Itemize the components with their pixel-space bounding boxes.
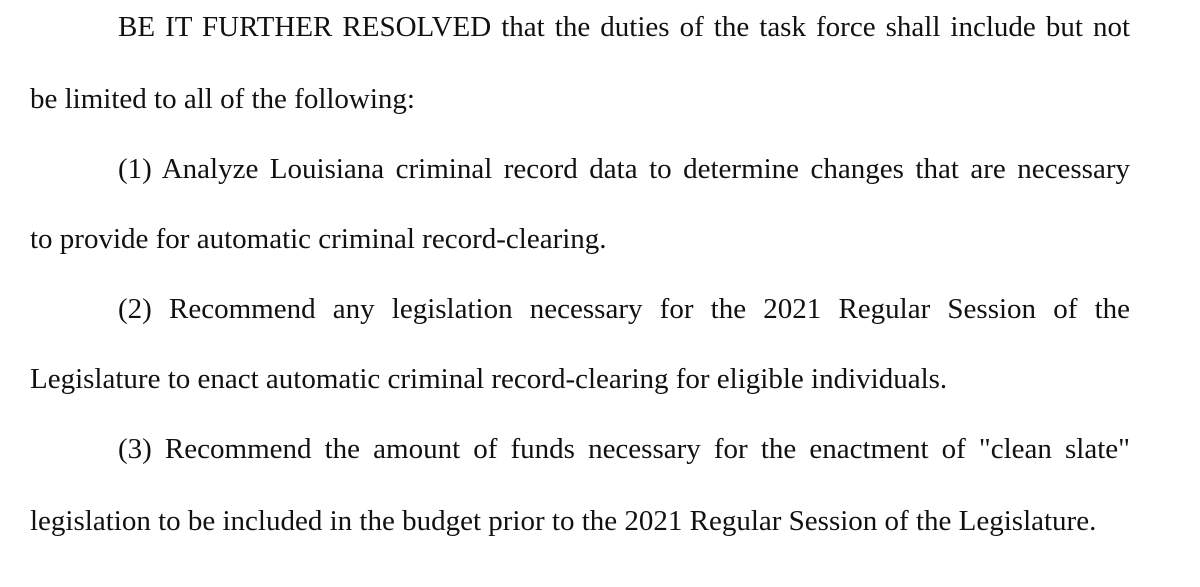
duty-item-1-line-2: to provide for automatic criminal record-clearing.	[30, 223, 607, 255]
resolution-intro-line-1: BE IT FURTHER RESOLVED that the duties of the task force shall include but not	[118, 11, 1130, 43]
duty-item-3-line-1: (3) Recommend the amount of funds necessary for the enactment of "clean slate"	[118, 433, 1130, 465]
duty-item-3-line-2: legislation to be included in the budget prior to the 2021 Regular Session of the Legislature.	[30, 505, 1097, 537]
duty-item-2-line-2: Legislature to enact automatic criminal record-clearing for eligible individuals.	[30, 363, 948, 395]
resolution-intro-line-2: be limited to all of the following:	[30, 83, 415, 115]
duty-item-2-line-1: (2) Recommend any legislation necessary for the 2021 Regular Session of the	[118, 293, 1130, 325]
duty-item-1-line-1: (1) Analyze Louisiana criminal record data to determine changes that are necessary	[118, 153, 1130, 185]
